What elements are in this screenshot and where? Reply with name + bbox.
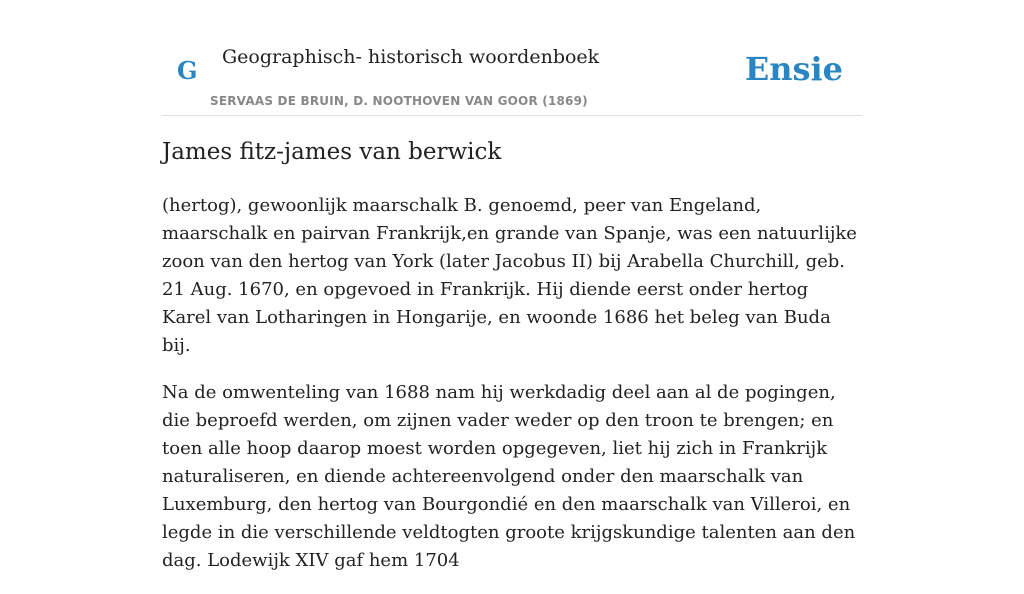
entry-paragraph: Na de omwenteling van 1688 nam hij werkdadig deel aan al de pogingen, die beproefd werden, om zijnen vader weder op den troon te brengen; en toen alle hoop daarop moest worden opgegeven, liet hij zich in Frankrijk naturaliseren, en diende achtereenvolgend onder den maarschalk van Luxemburg, den hertog van Bourgondié en den maarschalk van Villeroi, en legde in die verschillende veldtogten groote krijgskundige talenten aan den dag. Lodewijk XIV gaf hem 1704 xyxy=(162,382,856,571)
entry-title: James fitz-james van berwick xyxy=(162,139,502,165)
entry-body xyxy=(162,192,862,594)
book-authors: SERVAAS DE BRUIN, D. NOOTHOVEN VAN GOOR (1869) xyxy=(210,94,588,108)
book-letter-badge[interactable]: G xyxy=(177,56,198,85)
brand-logo[interactable]: Ensie xyxy=(744,50,843,88)
book-title[interactable]: Geographisch- historisch woordenboek xyxy=(222,46,600,68)
header-divider xyxy=(162,115,862,116)
entry-paragraph: (hertog), gewoonlijk maarschalk B. genoemd, peer van Engeland, maarschalk en pairvan Frankrijk,en grande van Spanje, was een natuurlijke zoon van den hertog van York (later Jacobus II) bij Arabella Churchill, geb. 21 Aug. 1670, en opgevoed in Frankrijk. Hij diende eerst onder hertog Karel van Lotharingen in Hongarije, en woonde 1686 het beleg van Buda bij. xyxy=(162,195,857,356)
